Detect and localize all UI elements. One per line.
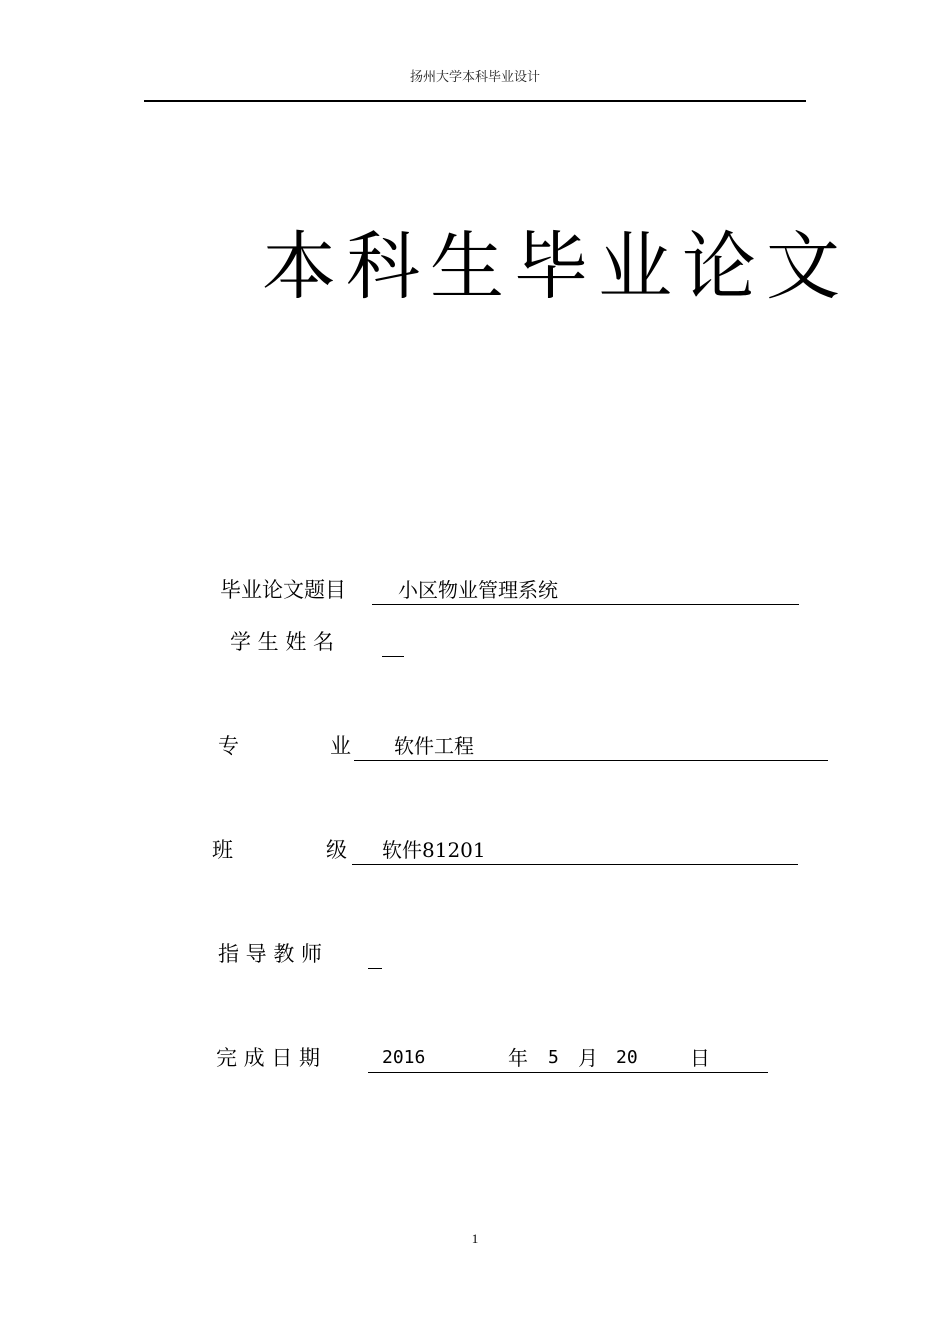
date-month: 5: [548, 1047, 559, 1068]
page-number: 1: [471, 1231, 479, 1246]
date-month-unit: 月: [578, 1046, 598, 1070]
class-label-right: 级: [326, 838, 347, 862]
student-name-row: [230, 627, 410, 657]
completion-date-label: 完 成 日 期: [216, 1046, 321, 1070]
major-row: [218, 731, 830, 761]
advisor-label: 指 导 教 师: [218, 942, 323, 966]
thesis-title-value: 小区物业管理系统: [372, 575, 799, 605]
major-label-right: 业: [330, 734, 351, 758]
header-rule: [144, 100, 806, 102]
date-year: 2016: [382, 1047, 426, 1068]
thesis-title-label: 毕业论文题目: [220, 578, 346, 602]
completion-date-row: [216, 1043, 776, 1073]
thesis-title-row: [220, 575, 800, 605]
advisor-value: [368, 939, 382, 969]
main-title: 本科生毕业论文: [262, 224, 850, 310]
student-name-label: 学 生 姓 名: [230, 630, 335, 654]
class-label-left: 班: [212, 838, 233, 862]
class-value: 软件81201: [352, 835, 798, 865]
major-value: 软件工程: [354, 731, 828, 761]
class-row: [212, 835, 800, 865]
date-year-unit: 年: [508, 1046, 528, 1070]
major-label-left: 专: [218, 734, 239, 758]
date-day: 20: [616, 1047, 638, 1068]
advisor-row: [218, 939, 388, 969]
student-name-value: [382, 627, 404, 657]
running-header: 扬州大学本科毕业设计: [409, 70, 540, 85]
date-day-unit: 日: [690, 1046, 710, 1070]
